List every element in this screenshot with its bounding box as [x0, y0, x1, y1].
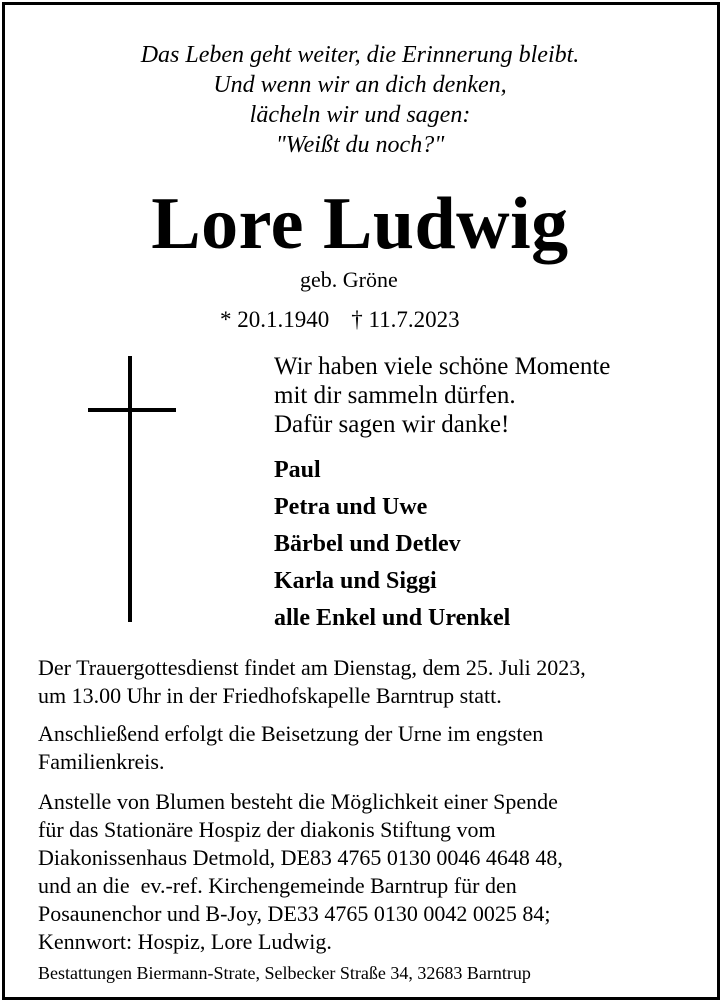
birth-date: * 20.1.1940 — [220, 307, 330, 332]
donation-line: Anstelle von Blumen besteht die Möglichkeit einer Spende — [38, 789, 558, 814]
family-member: Paul — [274, 457, 321, 483]
poem-line: Und wenn wir an dich denken, — [213, 72, 507, 98]
thanks-text — [274, 352, 610, 439]
family-list — [274, 452, 510, 637]
family-member: Bärbel und Detlev — [274, 531, 461, 557]
poem-line: "Weißt du noch?" — [275, 132, 445, 158]
maiden-name: geb. Gröne — [300, 267, 398, 292]
death-date: † 11.7.2023 — [351, 307, 460, 332]
donation-line: und an die ev.-ref. Kirchengemeinde Barntrup für den — [38, 873, 517, 898]
thanks-line: mit dir sammeln dürfen. — [274, 382, 516, 409]
burial-info — [38, 720, 543, 776]
burial-line: Familienkreis. — [38, 749, 165, 774]
burial-line: Anschließend erfolgt die Beisetzung der Urne im engsten — [38, 721, 544, 746]
service-info — [38, 654, 586, 710]
funeral-home-footer: Bestattungen Biermann-Strate, Selbecker Straße 34, 32683 Barntrup — [38, 963, 531, 983]
thanks-line: Dafür sagen wir danke! — [274, 411, 510, 438]
cross-icon — [88, 356, 178, 622]
deceased-name: Lore Ludwig — [151, 183, 569, 265]
donation-info — [38, 788, 563, 956]
life-dates — [220, 306, 460, 334]
service-line: um 13.00 Uhr in der Friedhofskapelle Barntrup statt. — [38, 683, 502, 708]
poem — [0, 40, 720, 160]
donation-line: für das Stationäre Hospiz der diakonis Stiftung vom — [38, 817, 496, 842]
donation-line: Diakonissenhaus Detmold, DE83 4765 0130 0046 4648 48, — [38, 845, 563, 870]
family-member: Karla und Siggi — [274, 568, 437, 594]
thanks-line: Wir haben viele schöne Momente — [274, 353, 611, 380]
donation-line: Posaunenchor und B-Joy, DE33 4765 0130 0042 0025 84; — [38, 901, 551, 926]
service-line: Der Trauergottesdienst findet am Dienstag, dem 25. Juli 2023, — [38, 655, 586, 680]
poem-line: Das Leben geht weiter, die Erinnerung bleibt. — [140, 42, 580, 68]
family-member: Petra und Uwe — [274, 494, 428, 520]
poem-line: lächeln wir und sagen: — [249, 102, 471, 128]
donation-line: Kennwort: Hospiz, Lore Ludwig. — [38, 929, 332, 954]
family-member: alle Enkel und Urenkel — [274, 605, 511, 631]
